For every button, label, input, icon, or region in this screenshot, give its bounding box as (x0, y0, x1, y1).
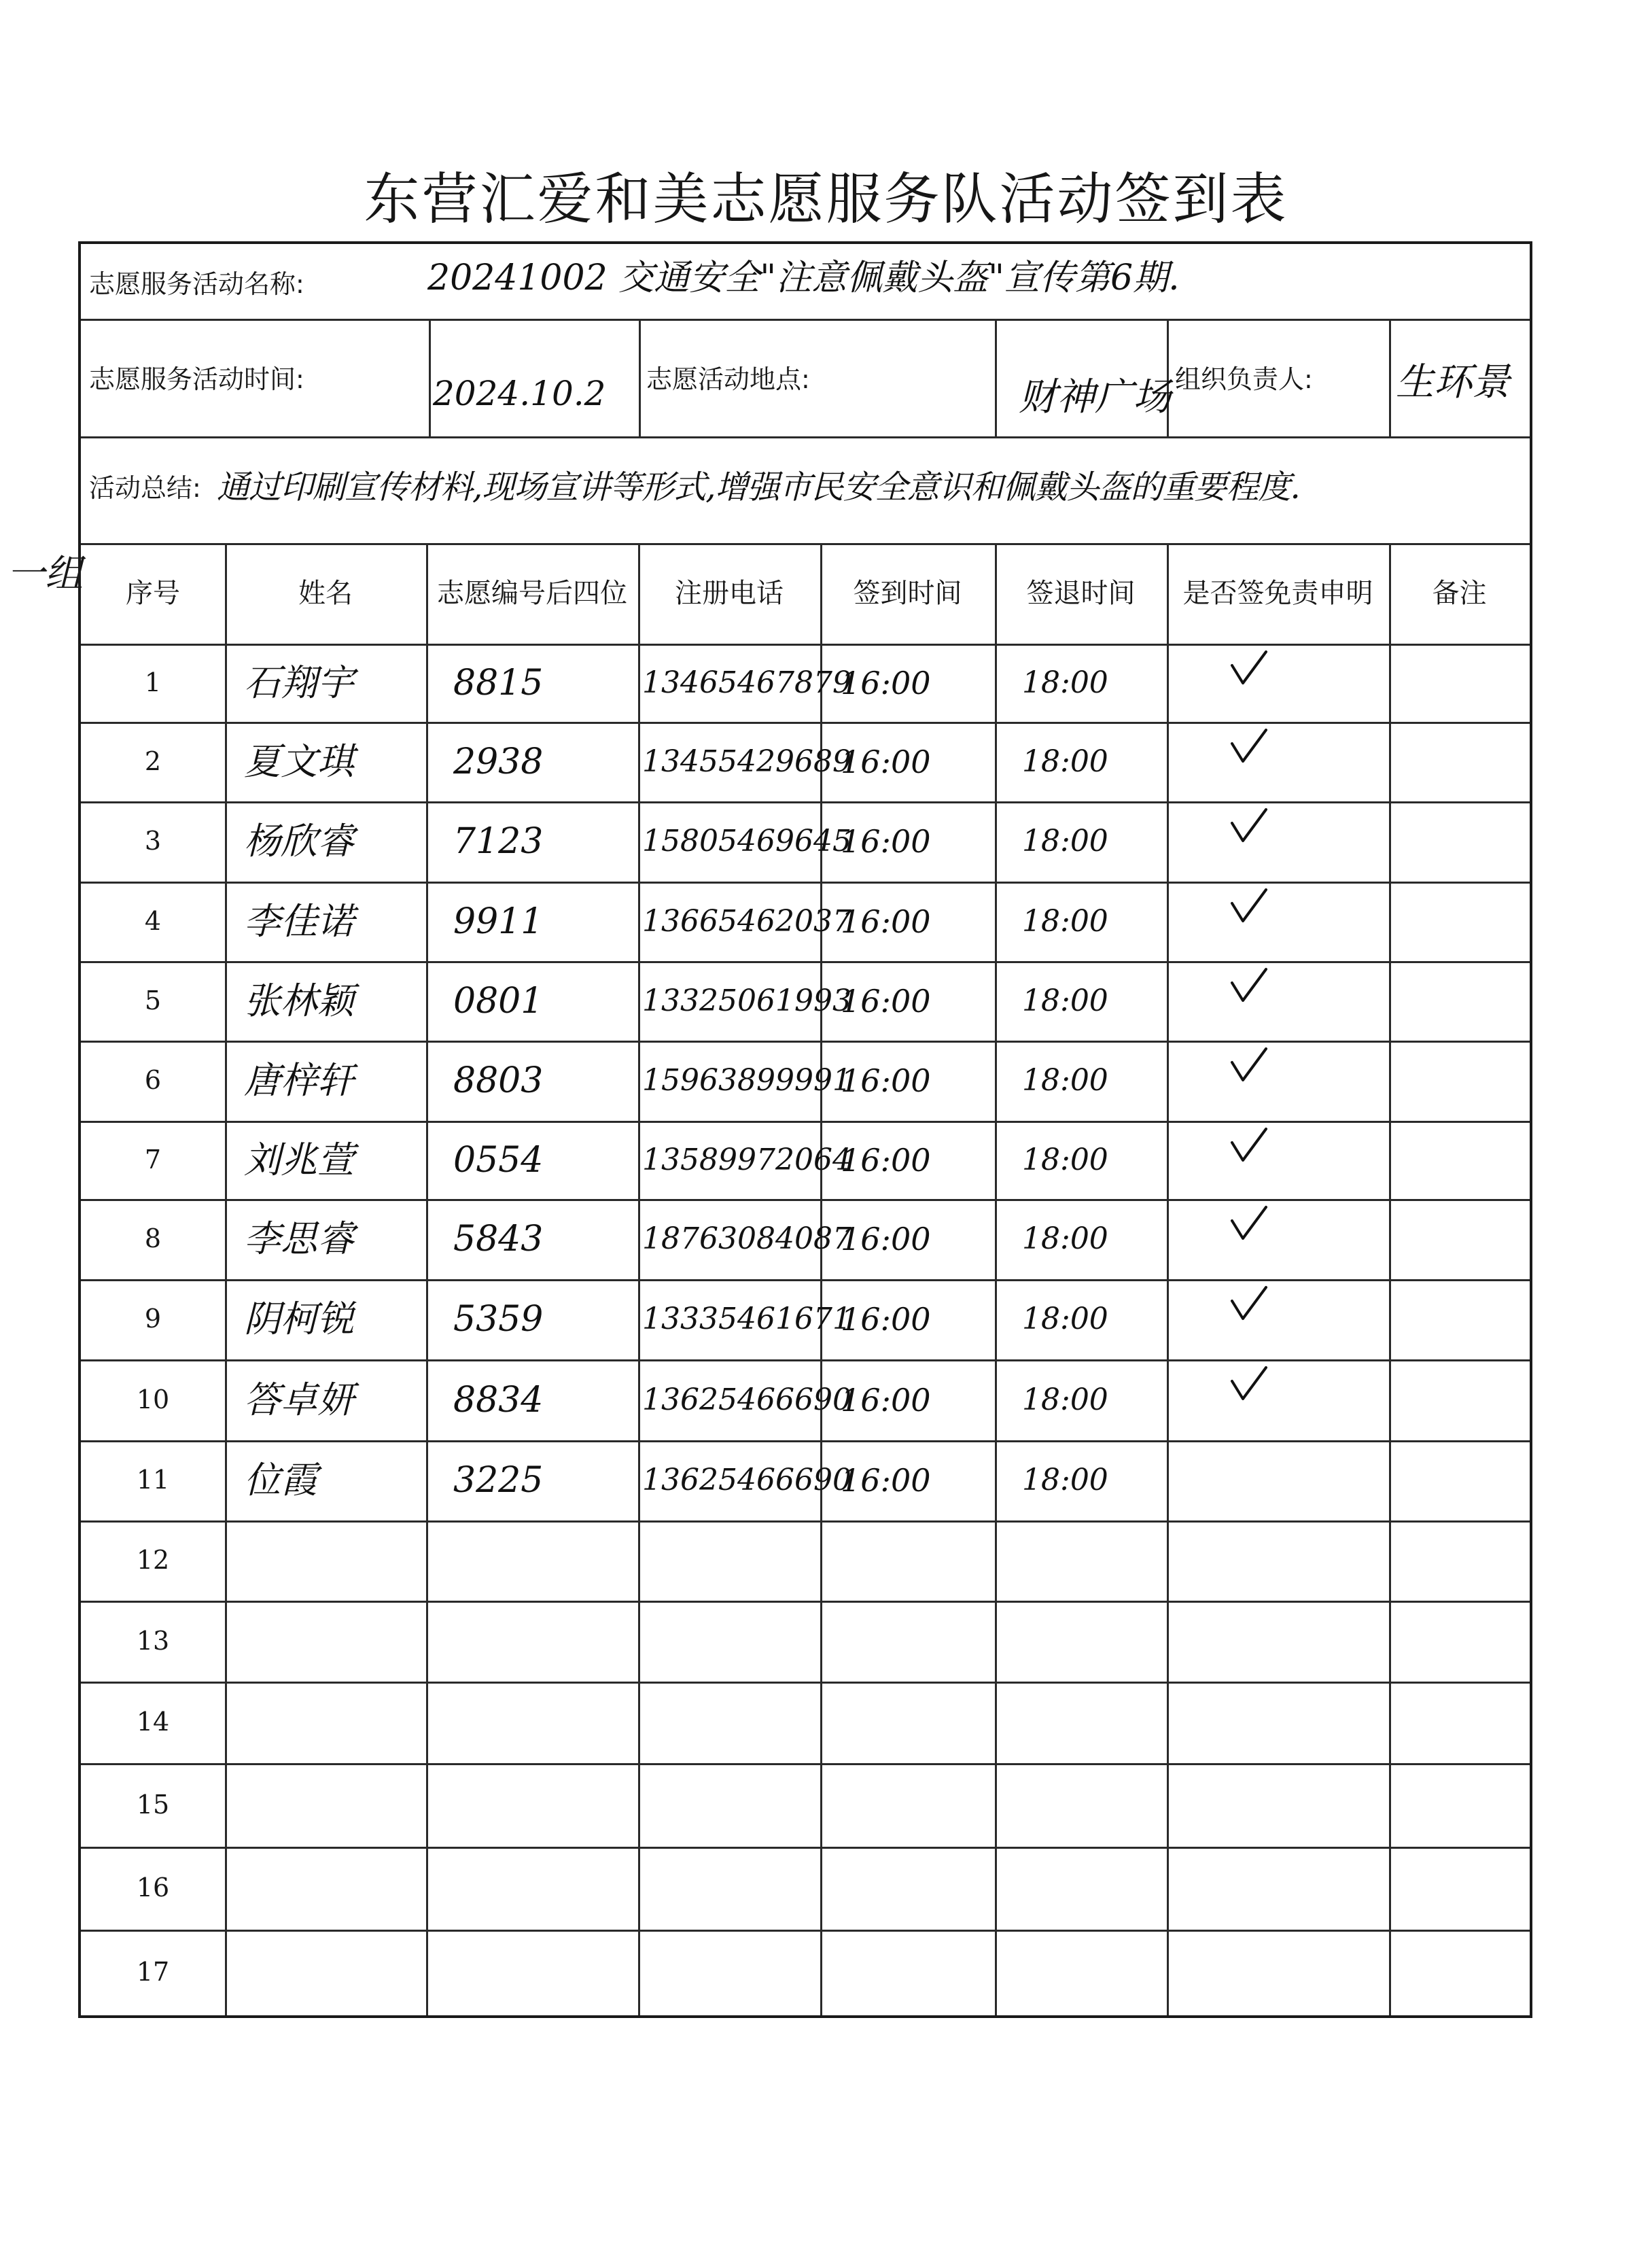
check-mark-icon (1228, 1204, 1269, 1245)
activity-name-label: 志愿服务活动名称: (89, 269, 304, 299)
header-vsep-5 (1389, 319, 1391, 436)
check-mark-icon (1228, 967, 1269, 1007)
margin-note: 一组 (7, 552, 83, 596)
volunteer-name: 石翔宇 (244, 661, 354, 704)
check-out-time: 18:00 (1022, 983, 1108, 1018)
check-in-time: 16:00 (841, 903, 931, 940)
row-number: 5 (144, 985, 162, 1015)
check-mark-icon (1228, 1046, 1269, 1087)
row-divider (81, 1199, 1530, 1201)
volunteer-name: 李思睿 (244, 1217, 354, 1260)
phone-number: 13625466690 (642, 1463, 851, 1497)
header-divider-2 (81, 436, 1530, 438)
row-number: 17 (136, 1957, 170, 1987)
summary-value: 通过印刷宣传材料,现场宣讲等形式,增强市民安全意识和佩戴头盔的重要程度. (217, 468, 1300, 506)
column-divider (995, 543, 997, 2015)
row-number: 1 (144, 667, 162, 697)
summary-label: 活动总结: (89, 473, 201, 503)
check-out-time: 18:00 (1022, 1063, 1108, 1098)
column-header: 注册电话 (675, 578, 784, 609)
row-divider (81, 801, 1530, 803)
activity-time-value: 2024.10.2 (433, 374, 606, 413)
volunteer-id: 8803 (453, 1060, 544, 1101)
header-vsep-3 (995, 319, 997, 436)
check-mark-icon (1228, 807, 1269, 848)
volunteer-id: 0801 (453, 980, 544, 1022)
row-number: 15 (136, 1789, 170, 1820)
row-number: 13 (136, 1625, 170, 1656)
check-in-time: 16:00 (841, 982, 931, 1020)
volunteer-id: 8815 (453, 662, 544, 703)
row-divider (81, 1520, 1530, 1523)
check-in-time: 16:00 (841, 743, 931, 780)
phone-number: 13325061993 (642, 983, 851, 1018)
volunteer-id: 5843 (453, 1219, 544, 1259)
volunteer-id: 8834 (453, 1379, 544, 1421)
volunteer-name: 杨欣睿 (244, 820, 354, 863)
row-divider (81, 1279, 1530, 1281)
volunteer-name: 答卓妍 (244, 1378, 354, 1421)
row-number: 3 (144, 826, 162, 856)
row-divider (81, 1121, 1530, 1123)
check-out-time: 18:00 (1022, 903, 1108, 939)
column-header: 签到时间 (853, 578, 962, 609)
row-number: 9 (144, 1304, 162, 1334)
phone-number: 13665462037 (642, 903, 851, 939)
check-in-time: 16:00 (841, 1462, 931, 1499)
row-divider (81, 722, 1530, 724)
row-divider (81, 961, 1530, 963)
page-title: 东营汇爱和美志愿服务队活动签到表 (364, 167, 1288, 232)
column-header: 姓名 (298, 578, 353, 609)
activity-time-label: 志愿服务活动时间: (89, 364, 304, 394)
organizer-value: 生环景 (1396, 360, 1510, 404)
phone-number: 13589972064 (642, 1142, 851, 1177)
phone-number: 13465467879 (642, 665, 851, 700)
volunteer-name: 张林颖 (244, 979, 354, 1022)
location-value: 财神广场 (1019, 375, 1171, 419)
check-out-time: 18:00 (1022, 1221, 1108, 1256)
row-divider (81, 1847, 1530, 1849)
check-mark-icon (1228, 1126, 1269, 1167)
row-divider (81, 1763, 1530, 1765)
row-number: 8 (144, 1223, 162, 1253)
column-divider (1167, 543, 1169, 2015)
row-divider (81, 1440, 1530, 1442)
header-divider-3 (81, 543, 1530, 545)
check-in-time: 16:00 (841, 1221, 931, 1257)
sign-in-sheet (78, 241, 1532, 2018)
volunteer-name: 唐梓轩 (244, 1059, 354, 1102)
row-number: 4 (144, 905, 162, 936)
volunteer-id: 9911 (453, 901, 544, 942)
check-mark-icon (1228, 649, 1269, 690)
column-header: 是否签免责申明 (1182, 578, 1373, 609)
phone-number: 13625466690 (642, 1382, 851, 1417)
row-number: 14 (136, 1707, 170, 1737)
check-in-time: 16:00 (841, 1301, 931, 1338)
column-divider (638, 543, 640, 2015)
row-number: 12 (136, 1545, 170, 1575)
phone-number: 15805469645 (642, 824, 851, 858)
check-out-time: 18:00 (1022, 824, 1108, 858)
volunteer-id: 7123 (453, 821, 544, 862)
volunteer-id: 5359 (453, 1299, 544, 1340)
row-divider (81, 1682, 1530, 1684)
phone-number: 15963899991 (642, 1063, 851, 1098)
row-divider (81, 1041, 1530, 1043)
phone-number: 13455429689 (642, 744, 851, 779)
check-in-time: 16:00 (841, 823, 931, 860)
activity-name-value: 20241002 交通安全"注意佩戴头盔"宣传第6期. (427, 258, 1180, 298)
check-out-time: 18:00 (1022, 1382, 1108, 1417)
check-in-time: 16:00 (841, 1141, 931, 1179)
row-number: 2 (144, 746, 162, 776)
check-out-time: 18:00 (1022, 1302, 1108, 1336)
check-out-time: 18:00 (1022, 1463, 1108, 1497)
column-header: 备注 (1432, 578, 1487, 609)
check-out-time: 18:00 (1022, 665, 1108, 700)
check-mark-icon (1228, 1285, 1269, 1325)
row-divider (81, 1359, 1530, 1361)
volunteer-name: 位霞 (244, 1459, 317, 1501)
row-number: 11 (136, 1465, 170, 1495)
volunteer-id: 0554 (453, 1139, 544, 1181)
phone-number: 18763084087 (642, 1221, 851, 1256)
check-mark-icon (1228, 727, 1269, 768)
column-header: 签退时间 (1026, 578, 1136, 609)
check-out-time: 18:00 (1022, 744, 1108, 779)
volunteer-name: 阴柯锐 (244, 1298, 354, 1340)
column-header: 序号 (126, 578, 180, 609)
row-number: 6 (144, 1065, 162, 1095)
header-vsep-1 (429, 319, 431, 436)
column-divider (426, 543, 428, 2015)
volunteer-id: 3225 (453, 1460, 544, 1501)
column-header: 志愿编号后四位 (437, 578, 627, 609)
check-mark-icon (1228, 887, 1269, 928)
row-divider (81, 1601, 1530, 1603)
volunteer-name: 李佳诺 (244, 899, 354, 943)
check-in-time: 16:00 (841, 1381, 931, 1419)
column-divider (1389, 543, 1391, 2015)
header-divider-1 (81, 319, 1530, 321)
row-divider (81, 1930, 1530, 1932)
header-vsep-2 (639, 319, 641, 436)
row-divider (81, 882, 1530, 884)
row-number: 10 (136, 1384, 170, 1414)
phone-number: 13335461671 (642, 1302, 851, 1336)
row-divider (81, 644, 1530, 646)
row-number: 16 (136, 1873, 170, 1902)
check-in-time: 16:00 (841, 1062, 931, 1099)
check-mark-icon (1228, 1365, 1269, 1406)
volunteer-name: 刘兆萱 (244, 1138, 354, 1181)
organizer-label: 组织负责人: (1175, 364, 1313, 394)
column-divider (225, 543, 227, 2015)
volunteer-id: 2938 (453, 741, 544, 782)
location-label: 志愿活动地点: (646, 364, 810, 394)
check-in-time: 16:00 (841, 664, 931, 701)
volunteer-name: 夏文琪 (244, 740, 354, 783)
check-out-time: 18:00 (1022, 1142, 1108, 1177)
row-number: 7 (144, 1144, 162, 1175)
